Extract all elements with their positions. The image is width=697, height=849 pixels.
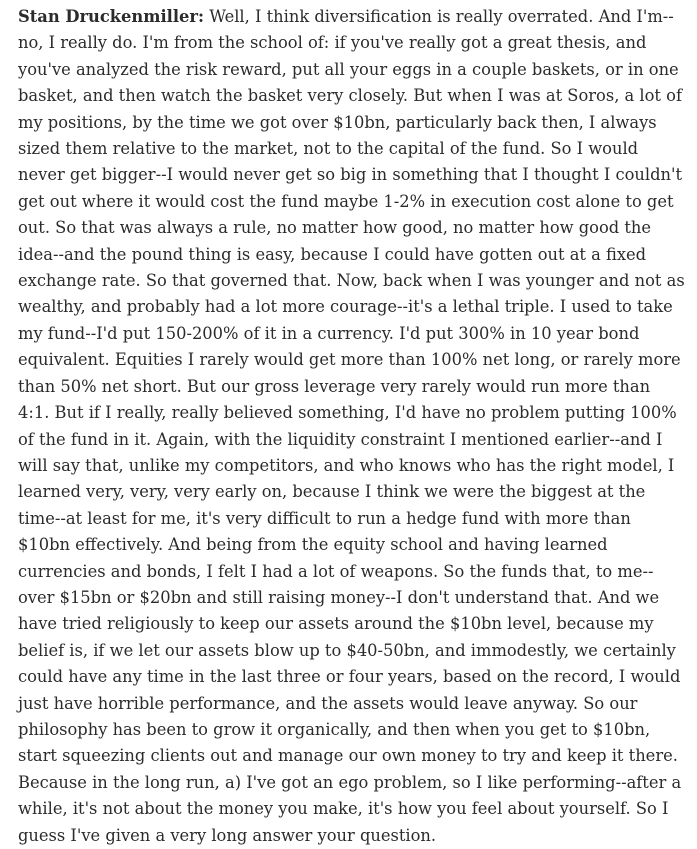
quote-paragraph xyxy=(18,4,685,849)
speaker-name: Stan Druckenmiller: xyxy=(18,7,204,26)
quote-text: Well, I think diversification is really overrated. And I'm--no, I really do. I'm from the school of: if you've really got a great thesis, and you've analyzed the risk reward, put all your eggs in a couple baskets, or in one basket, and then watch the basket very closely. But when I was at Soros, a lot of my positions, by the time we got over $10bn, particularly back then, I always sized them relative to the market, not to the capital of the fund. So I would never get bigger--I would never get so big in something that I thought I couldn't get out where it would cost the fund maybe 1-2% in execution cost alone to get out. So that was always a rule, no matter how good, no matter how good the idea--and the pound thing is easy, because I could have gotten out at a fixed exchange rate. So that governed that. Now, back when I was younger and not as wealthy, and probably had a lot more courage--it's a lethal triple. I used to take my fund--I'd put 150-200% of it in a currency. I'd put 300% in 10 year bond equivalent. Equities I rarely would get more than 100% net long, or rarely more than 50% net short. But our gross leverage very rarely would run more than 4:1. But if I really, really believed something, I'd have no problem putting 100% of the fund in it. Again, with the liquidity constraint I mentioned earlier--and I will say that, unlike my competitors, and who knows who has the right model, I learned very, very, very early on, because I think we were the biggest at the time--at least for me, it's very difficult to run a hedge fund with more than $10bn effectively. And being from the equity school and having learned currencies and bonds, I felt I had a lot of weapons. So the funds that, to me--over $15bn or $20bn and still raising money--I don't understand that. And we have tried religiously to keep our assets around the $10bn level, because my belief is, if we let our assets blow up to $40-50bn, and immodestly, we certainly could have any time in the last three or four years, based on the record, I would just have horrible performance, and the assets would leave anyway. So our philosophy has been to grow it organically, and then when you get to $10bn, start squeezing clients out and manage our own money to try and keep it there. Because in the long run, a) I've got an ego problem, so I like performing--after a while, it's not about the money you make, it's how you feel about yourself. So I guess I've given a very long answer your question. xyxy=(18,7,685,845)
